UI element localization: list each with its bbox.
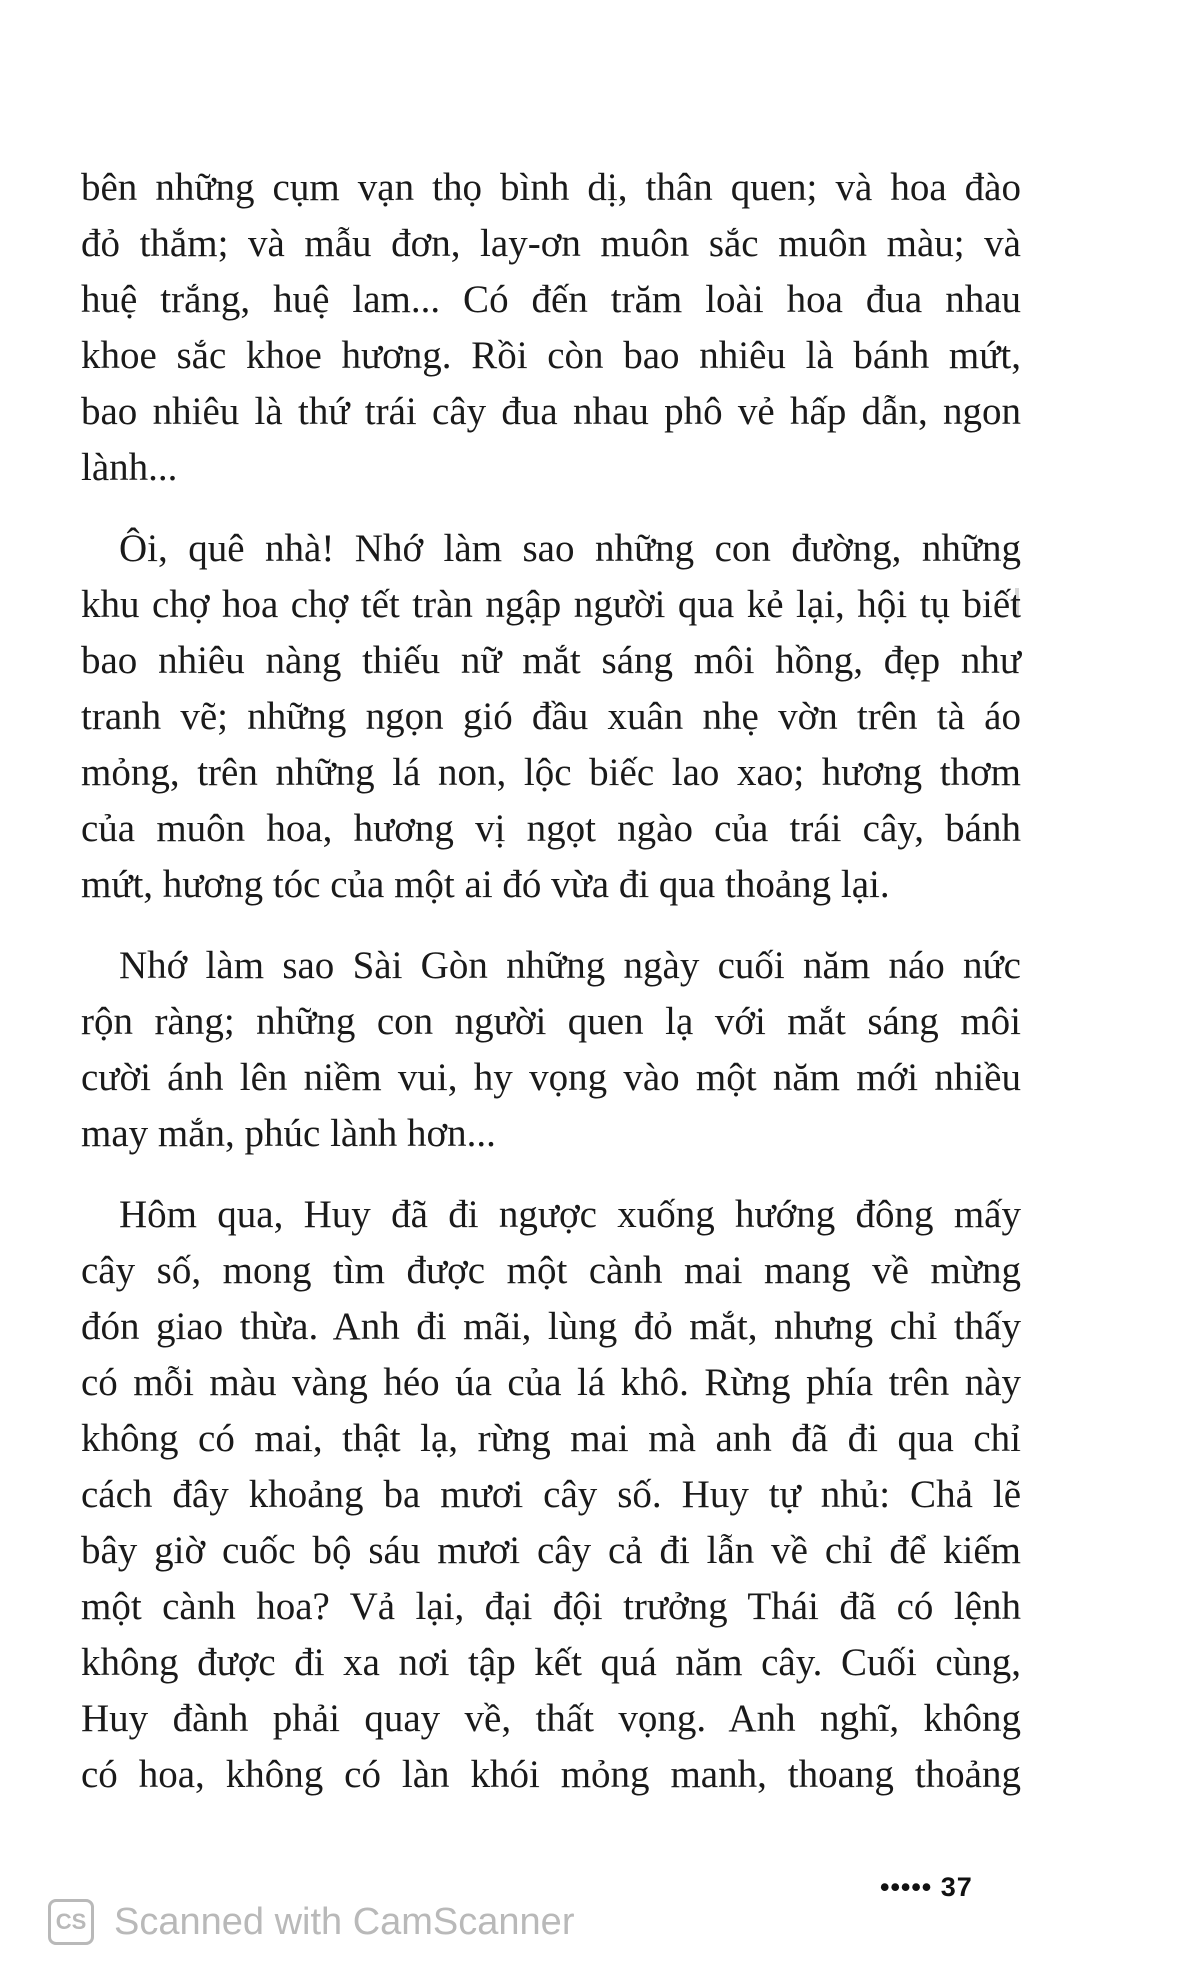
text-line: của muôn hoa, hương vị ngọt ngào của trái cây, bánh [81, 807, 1021, 850]
paragraph [81, 938, 1021, 1162]
text-line: có mỗi màu vàng héo úa của lá khô. Rừng phía trên này [81, 1361, 1021, 1404]
body-text [81, 160, 1021, 1828]
text-line: tranh vẽ; những ngọn gió đầu xuân nhẹ vờn trên tà áo [81, 695, 1021, 738]
text-line: bên những cụm vạn thọ bình dị, thân quen; và hoa đào [81, 166, 1021, 209]
text-line: cây số, mong tìm được một cành mai mang về mừng [81, 1249, 1021, 1292]
text-line: mứt, hương tóc của một ai đó vừa đi qua thoảng lại. [81, 863, 890, 906]
page-number: ••••• 37 [880, 1872, 973, 1902]
text-line: có hoa, không có làn khói mỏng manh, thoang thoảng [81, 1753, 1021, 1796]
text-line: lành... [81, 446, 178, 489]
paragraph [81, 160, 1021, 496]
text-line: một cành hoa? Vả lại, đại đội trưởng Thái đã có lệnh [81, 1585, 1021, 1628]
camscanner-logo-icon: CS [48, 1899, 94, 1945]
text-line: Nhớ làm sao Sài Gòn những ngày cuối năm náo nức [119, 944, 1021, 987]
text-line: bao nhiêu nàng thiếu nữ mắt sáng môi hồng, đẹp như [81, 639, 1021, 682]
text-line: Hôm qua, Huy đã đi ngược xuống hướng đông mấy [119, 1193, 1021, 1236]
text-line: huệ trắng, huệ lam... Có đến trăm loài hoa đua nhau [81, 278, 1021, 321]
text-line: bao nhiêu là thứ trái cây đua nhau phô vẻ hấp dẫn, ngon [81, 390, 1021, 433]
text-line: khu chợ hoa chợ tết tràn ngập người qua kẻ lại, hội tụ biết [81, 583, 1021, 626]
camscanner-watermark [48, 1899, 574, 1945]
text-line: may mắn, phúc lành hơn... [81, 1112, 496, 1155]
text-line: khoe sắc khoe hương. Rồi còn bao nhiêu là bánh mứt, [81, 334, 1021, 377]
text-line: đỏ thắm; và mẫu đơn, lay-ơn muôn sắc muôn màu; và [81, 222, 1021, 265]
text-line: mỏng, trên những lá non, lộc biếc lao xao; hương thơm [81, 751, 1021, 794]
paragraph [81, 521, 1021, 913]
text-line: Huy đành phải quay về, thất vọng. Anh nghĩ, không [81, 1697, 1021, 1740]
text-line: không được đi xa nơi tập kết quá năm cây. Cuối cùng, [81, 1641, 1021, 1684]
text-line: không có mai, thật lạ, rừng mai mà anh đã đi qua chỉ [81, 1417, 1021, 1460]
text-line: đón giao thừa. Anh đi mãi, lùng đỏ mắt, nhưng chỉ thấy [81, 1305, 1021, 1348]
text-line: bây giờ cuốc bộ sáu mươi cây cả đi lẫn về chỉ để kiếm [81, 1529, 1021, 1572]
text-line: rộn ràng; những con người quen lạ với mắt sáng môi [81, 1000, 1021, 1043]
text-line: Ôi, quê nhà! Nhớ làm sao những con đường, những [119, 527, 1021, 570]
watermark-text: Scanned with CamScanner [114, 1900, 575, 1943]
text-line: cười ánh lên niềm vui, hy vọng vào một năm mới nhiều [81, 1056, 1021, 1099]
text-line: cách đây khoảng ba mươi cây số. Huy tự nhủ: Chả lẽ [81, 1473, 1021, 1516]
paragraph [81, 1187, 1021, 1803]
